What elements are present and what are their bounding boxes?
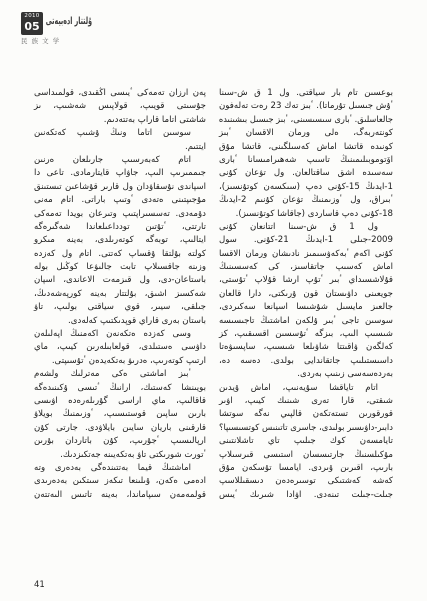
text-line: اماش كەسىپ جاتقاسىز، كى كەسسىنىڭ (219, 262, 393, 273)
issue-year: 2010 (24, 13, 40, 19)
paragraph (219, 382, 393, 503)
text-line: جىلت-جىلت تىنەدى. اۋادا شىرىك ٴيىس (219, 489, 393, 500)
magazine-title: ۇلتتار ادەبيەتى (45, 16, 92, 27)
text-line: كەلگەن ۋاقىتتا شاۋىلعا شىسىپ، ساپسىۋەتا (219, 342, 393, 353)
text-line: سوسىن تاجى ٴبىر ۇلكەن اماشتىڭ تاجىسىسە (219, 315, 393, 326)
text-line: بويىنشا كەستىك، ارانىڭ ٴتىسى ۇكىنىدەگە (34, 382, 206, 393)
paragraph (34, 154, 206, 328)
text-line: كەشە كەشتىكى توسىرەدەن دىسقىللاسپ (219, 476, 393, 487)
text-line: ايتتىم. (184, 141, 206, 152)
text-line: كولتە بۇلتقا ۇقساپ كەتتى. اتام ول كەزدە (34, 248, 206, 259)
text-line: جۇسىتى قويىپ، قولاپىس شەشىپ، ىز (34, 101, 206, 112)
text-line: داسىستىلىپ جاتقاندايى بولدى. دەسە دە، (219, 355, 393, 366)
text-line: اماشتىڭ قيما بەتتىندەگى بەدەرى وتە (34, 462, 191, 473)
text-line: اتام كەبەرسىپ جارىلعان ەرنىن (34, 154, 191, 165)
text-line: ادەمى ەكەن، ۇىلىنعا تىكەز سىتكىن بەدەرىدى (34, 476, 206, 487)
text-line: قۇلاشسىداي ٴبىر ٴتۇپ ارشا قۇلاپ ٴتۇستى، (219, 275, 393, 286)
text-line: وسى كەزدە ەتكەنەن اكەمنىڭ اپەلىلەن (34, 329, 191, 340)
text-line: جالعىز مايسىل شۇشىسا اسپانعا سەكىردى، (219, 302, 393, 313)
text-line: ٴتورت شورىكتى تاۋ بەتكەيىنە جەتكىزدىك. (60, 449, 206, 460)
text-line: تارتتى، ٴتۇتىن تودداعىلعاندا شەگىرەگە (34, 221, 206, 232)
text-line: تايامسەن كوك جىلىپ تاي تاشلانتىنى (219, 436, 393, 447)
text-line: قاقالىپ، ماي اراسى گۇرىلەرەدە اۋىسى (34, 395, 206, 406)
text-line: داۋسى ەستىلدى، قولعابىلەرىن كيىپ، ماي (34, 342, 206, 353)
text-line: جىلقى، سيىر، قوي سياقتى بولىپ، تاۋ (34, 302, 206, 313)
issue-badge (21, 12, 43, 35)
text-line: دۇمەدى. تەسسىراپتىپ وتىرعان بويدا تەمەكى (34, 208, 206, 219)
text-line: مۇجىپتىنى ەتەدى ٴوتىپ باراتى. اتام مەنى (34, 195, 206, 206)
page-number: 41 (34, 580, 45, 590)
text-line: باستاعان-دى، ول قىزمەت الاعاندى، اسپان (34, 275, 206, 286)
paragraph (34, 87, 206, 127)
left-text-column (34, 87, 206, 502)
text-line: ٴبىراق، ول ٴوزىمنىڭ تۋعان كۇنىم 2-ايدىڭ (219, 195, 393, 206)
paragraph (219, 87, 393, 221)
text-line: جويعىنى داۋىستان قون ۇرىكتى، دارا قالعان (219, 288, 393, 299)
text-line: شىقتى، قارا تەرى شىنىك كيىپ، اۋىر (219, 395, 393, 406)
text-line: بەردەسەسى زىنىپ بەردى. (297, 369, 393, 380)
text-line: اسپاندى نۇسقاۋدان ول قارىر قۇشاعىن تىستىنق (34, 181, 206, 192)
magazine-title-chinese: 民 族 文 学 (21, 37, 61, 45)
text-line: بارىپ، اقىرىن ۇىردى. ايامسا تۇسكەن مۇق (219, 462, 393, 473)
text-line: ٴبىز اماشتى ەكى مەترلىك ولشەم (34, 369, 191, 380)
text-line: بوعسىن تام بار سياقتى. ول 1 ق ش-سىنا (219, 88, 393, 98)
text-line: اۆتوموبىلىمىنىڭ تاسىپ شەھىرامىسانا ٴبارى (219, 154, 393, 165)
text-line: 2009-جىلى 1-ايدىڭ 21-كۇنى. سول (219, 235, 393, 246)
text-line: قولمەمەن سىپاماندا، بەينە تاتىس الىەتتەن (34, 489, 206, 500)
text-line: باستان بەرى قاراي قوپدىكتىپ كەلەدى. (68, 315, 206, 326)
text-line: قارقىنى باريان سايىن بايلاۋدى. جارتى كۇن (34, 422, 206, 433)
text-line: سوسىن اتاما ونىڭ ۇشىپ كەتكەنىن (34, 128, 191, 139)
text-line: جالعاسلىق. ٴبارى سىسىسىنى، ٴبىز جىسىل بىشىنىدە (218, 114, 393, 125)
text-line: شىسىپ الىپ، بىزگە ٴتۇسسىن اقسىقىپ، كز (219, 329, 393, 340)
paragraph (34, 462, 206, 502)
text-line: شاشتى اتاما قاراپ بەتتەدىم. (103, 114, 206, 125)
paragraph (34, 127, 206, 154)
text-line: ارپالىسىپ ٴجۇرىپ، كۇن باتاردان بۇرىن (34, 436, 206, 447)
text-line: ول 1 ق ش-سىنا اتتانعان كۇنى (219, 221, 378, 232)
issue-number: 05 (24, 20, 40, 33)
text-line: مۇكىلسنىڭ جارتىسسان استىسى قىرسىلاپ (219, 449, 393, 460)
text-line: جىممىرىپ الىپ، جاۋاپ قايتارمادى. تاعى دا (34, 168, 206, 179)
text-line: پەن ارزان تەمەكى ٴيىسى اڭقىدى، قولمىداسى (34, 88, 206, 98)
text-line: وزىنە جاقسىلاپ تابت جالىۋعا كوڭىل بولە (34, 262, 206, 273)
text-line: كۇنى اكەم ٴبەكەۋسىمىز نادىشان ورمان الاقسا (219, 248, 393, 259)
text-line: سەسىدە اشق ساقتالعان. ول تۋعان كۇنى (219, 168, 393, 179)
text-line: كونىدە قاتشا اماش كەسىلگىنى، قاتشا مۇق (219, 141, 393, 152)
text-line: 18-كۇنى دەپ قاساردى (جاقاشا كوتۇنسىز). (235, 208, 393, 219)
text-line: بارىن ساپىن قوستىسىپ، ٴوزىمنىڭ بويلاۋ (34, 409, 206, 420)
paragraph (34, 368, 206, 462)
paragraph (219, 221, 393, 382)
right-text-column (219, 87, 393, 502)
text-line: ايتالىپ، توبەگە كوتەرىلدى، بەينە مىكرو (34, 235, 206, 246)
text-line: قورقورىن تستەتكەن قالپىي نەگە سوتشا (219, 409, 393, 420)
text-line: ارتىپ كوتەرىپ، ەدرىۋ بەتكەيدەن ٴتۇسىپتى. (51, 355, 206, 366)
text-line: ٴۇش جىسىل تۇرماتا). ٴبىز تەك 23 رەت تەلەفون (219, 101, 393, 112)
text-line: 1-ايدىڭ 15-كۇنى دەپ (سىكسەن كوتۇنسىز)، (219, 181, 393, 192)
paragraph (34, 328, 206, 368)
text-line: دابىر-داۋىسىر بولىدى، جاسرى تاتىنىس كوتسىسىپا؟ (219, 422, 393, 433)
text-line: اتام تاياقشا سۇيەنىپ، اماش ۇيدىن (219, 382, 378, 393)
magazine-title-area (46, 13, 92, 31)
text-line: كونتەربەگ، ەلى ورمان الاقسان ٴبىز (219, 128, 393, 139)
text-line: شەكسىز اشىق، بۇلتتار بەينە كورپەشەدىڭ، (34, 288, 206, 299)
